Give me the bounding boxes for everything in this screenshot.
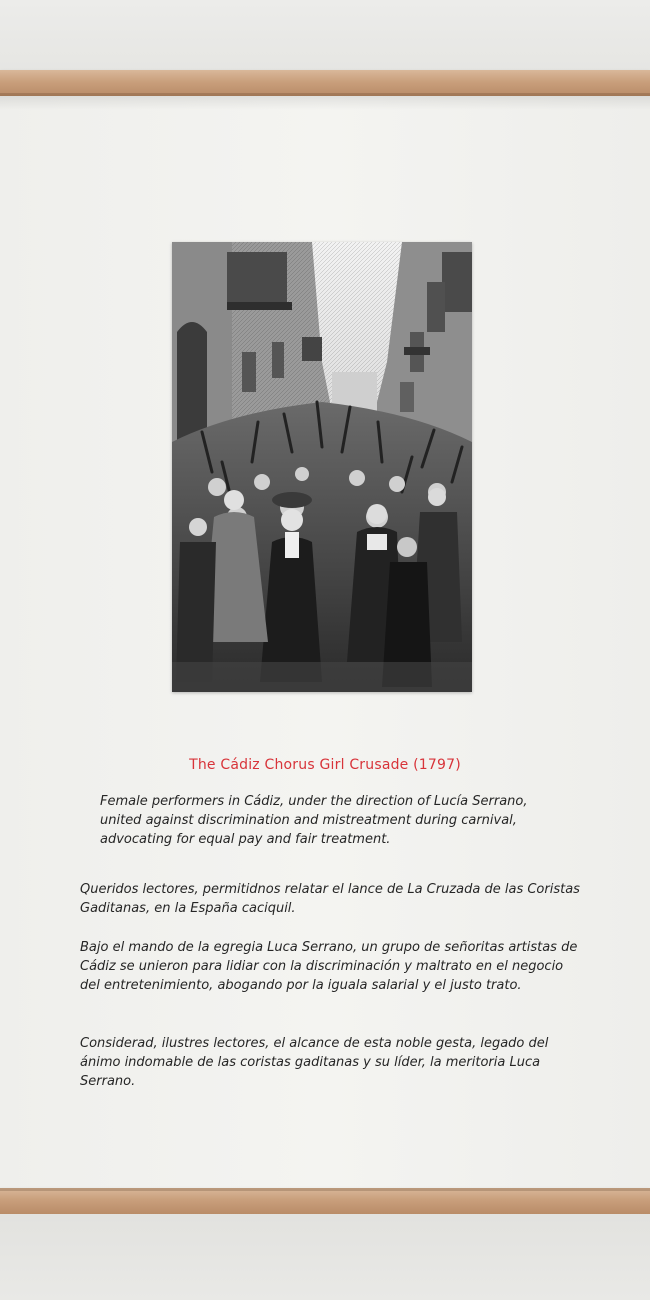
spanish-paragraph-3: Considerad, ilustres lectores, el alcance de esta noble gesta, legado del ánimo indomable de las coristas gaditanas y su líder, la meritoria Luca Serrano.	[80, 1036, 549, 1089]
frame-bottom-rail	[0, 1188, 650, 1214]
wall-bottom	[0, 1214, 650, 1300]
wall-top	[0, 0, 650, 70]
spanish-paragraph-2: Bajo el mando de la egregia Luca Serrano, un grupo de señoritas artistas de Cádiz se unieron para lidiar con la discriminación y maltrato en el negocio del entretenimiento, abogando por la iguala salarial y el justo trato.	[80, 940, 578, 993]
english-summary: Female performers in Cádiz, under the direction of Lucía Serrano, united against discrimination and mistreatment during carnival, advocating for equal pay and fair treatment.	[100, 794, 528, 847]
mat-shadow	[0, 96, 650, 110]
spanish-paragraph-1: Queridos lectores, permitidnos relatar el lance de La Cruzada de las Coristas Gaditanas, en la España caciquil.	[80, 882, 580, 916]
artwork-title: The Cádiz Chorus Girl Crusade (1797)	[189, 757, 461, 773]
engraving-image	[172, 242, 472, 692]
engraving-crowd-street-icon	[172, 242, 472, 692]
frame-top-rail	[0, 70, 650, 96]
